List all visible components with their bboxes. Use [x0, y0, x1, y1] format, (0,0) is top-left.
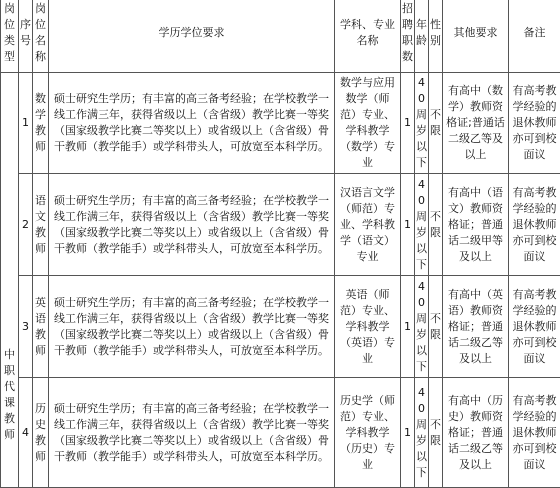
age-cell: 40周岁以下 — [415, 174, 429, 276]
header-other: 其他要求 — [443, 0, 509, 73]
header-education: 学历学位要求 — [49, 0, 335, 73]
header-row — [1, 0, 560, 73]
other-cell: 有高中（历史）教师资格证；普通话二级乙等及以上 — [443, 378, 509, 488]
gender-cell: 不限 — [429, 174, 443, 276]
post-type-cell — [1, 73, 19, 488]
education-cell: 硕士研究生学历；有丰富的高三备考经验；在学校教学一线工作满三年，获得省级以上（含省级）教学比赛一等奖（国家级教学比赛二等奖以上）或省级以上（含省级）骨干教师（教学能手）或学科带头人，可放宽至本科学历。 — [49, 276, 335, 378]
post-name-cell: 数学教师 — [33, 73, 49, 174]
remark-cell: 有高考教学经验的退休教师亦可到校面议 — [509, 276, 560, 378]
post-type-value: 中职代课教师 — [2, 117, 17, 443]
education-cell: 硕士研究生学历；有丰富的高三备考经验；在学校教学一线工作满三年，获得省级以上（含省级）教学比赛一等奖（国家级教学比赛二等奖以上）或省级以上（含省级）骨干教师（教学能手）或学科带头人，可放宽至本科学历。 — [49, 378, 335, 488]
remark-cell: 有高考教学经验的退休教师亦可到校面议 — [509, 174, 560, 276]
education-cell: 硕士研究生学历；有丰富的高三备考经验；在学校教学一线工作满三年，获得省级以上（含省级）教学比赛一等奖（国家级教学比赛二等奖以上）或省级以上（含省级）骨干教师（教学能手）或学科带头人，可放宽至本科学历。 — [49, 73, 335, 174]
recruit-cell: 1 — [401, 73, 415, 174]
recruit-cell: 1 — [401, 174, 415, 276]
age-cell: 40周岁以下 — [415, 276, 429, 378]
remark-cell: 有高考教学经验的退休教师亦可到校面议 — [509, 73, 560, 174]
major-cell: 历史学（师范）专业、学科教学（历史）专业 — [335, 378, 401, 488]
other-cell: 有高中（语文）教师资格证；普通话二级甲等及以上 — [443, 174, 509, 276]
other-cell: 有高中（数学）教师资格证;普通话二级乙等及以上 — [443, 73, 509, 174]
gender-cell: 不限 — [429, 378, 443, 488]
major-cell: 数学与应用数学（师范）专业、学科教学（数学）专业 — [335, 73, 401, 174]
header-seq: 序号 — [19, 0, 33, 73]
age-cell: 40周岁以下 — [415, 378, 429, 488]
post-name-cell: 历史教师 — [33, 378, 49, 488]
gender-cell: 不限 — [429, 276, 443, 378]
table-row — [1, 73, 560, 174]
remark-cell: 有高考教学经验的退休教师亦可到校面议 — [509, 378, 560, 488]
header-major: 学科、专业名称 — [335, 0, 401, 73]
header-post-type: 岗位类型 — [1, 0, 19, 73]
seq-cell: 3 — [19, 276, 33, 378]
major-cell: 汉语言文学（师范）专业、学科教学（语文）专业 — [335, 174, 401, 276]
table-row — [1, 378, 560, 488]
table-row — [1, 276, 560, 378]
other-cell: 有高中（英语）教师资格证；普通话二级乙等及以上 — [443, 276, 509, 378]
header-recruit: 招聘职数 — [401, 0, 415, 73]
seq-cell: 2 — [19, 174, 33, 276]
recruit-cell: 1 — [401, 276, 415, 378]
post-name-cell: 语文教师 — [33, 174, 49, 276]
post-name-cell: 英语教师 — [33, 276, 49, 378]
education-cell: 硕士研究生学历；有丰富的高三备考经验；在学校教学一线工作满三年，获得省级以上（含省级）教学比赛一等奖（国家级教学比赛二等奖以上）或省级以上（含省级）骨干教师（教学能手）或学科带头人，可放宽至本科学历。 — [49, 174, 335, 276]
table-row — [1, 174, 560, 276]
gender-cell: 不限 — [429, 73, 443, 174]
major-cell: 英语（师范）专业、学科教学（英语）专业 — [335, 276, 401, 378]
age-cell: 40周岁以下 — [415, 73, 429, 174]
seq-cell: 4 — [19, 378, 33, 488]
header-age: 年龄 — [415, 0, 429, 73]
header-gender: 性别 — [429, 0, 443, 73]
seq-cell: 1 — [19, 73, 33, 174]
header-remark: 备注 — [509, 0, 560, 73]
header-post-name: 岗位名称 — [33, 0, 49, 73]
recruit-cell: 1 — [401, 378, 415, 488]
